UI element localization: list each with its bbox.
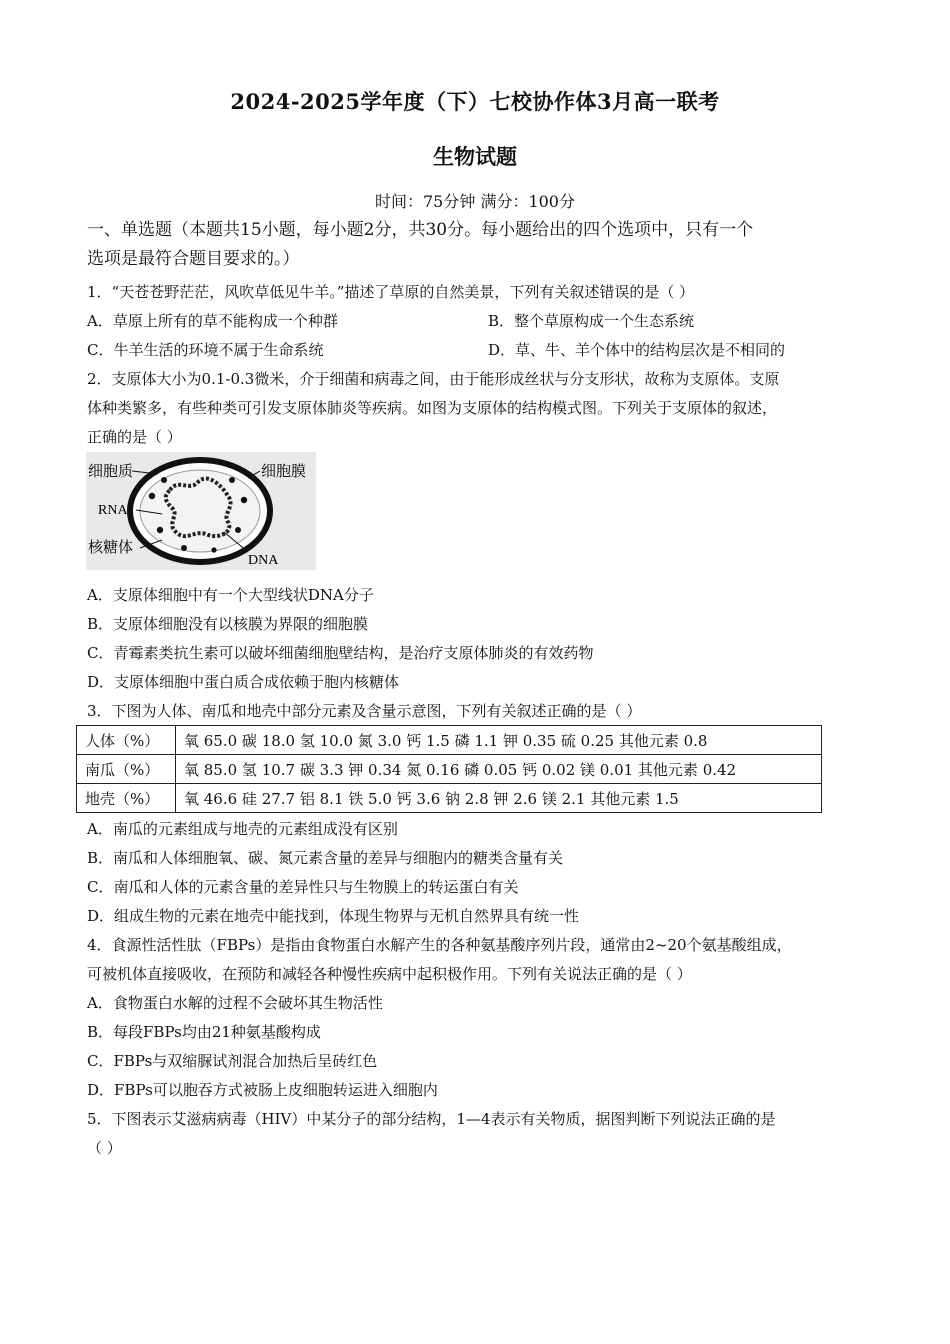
table-row (77, 726, 822, 755)
table-row (77, 755, 822, 784)
q1-stem: 1．“天苍苍野茫茫，风吹草低见牛羊。”描述了草原的自然美景，下列有关叙述错误的是（ ） (87, 283, 695, 301)
table-row-values: 氧 46.6 硅 27.7 铝 8.1 铁 5.0 钙 3.6 钠 2.8 钾 2.6 镁 2.1 其他元素 1.5 (176, 784, 822, 813)
section-heading-line1: 一、单选题（本题共15小题，每小题2分，共30分。每小题给出的四个选项中，只有一个 (87, 220, 754, 240)
q2-option-a: A．支原体细胞中有一个大型线状DNA分子 (87, 586, 374, 604)
ribosome-dot (161, 477, 167, 483)
q4-stem-line1: 4．食源性活性肽（FBPs）是指由食物蛋白水解产生的各种氨基酸序列片段，通常由2~20个氨基酸组成， (87, 936, 792, 954)
section-heading-line2: 选项是最符合题目要求的。） (87, 249, 300, 269)
q4-stem-line2: 可被机体直接吸收，在预防和减轻各种慢性疾病中起积极作用。下列有关说法正确的是（ ） (87, 965, 692, 983)
q3-option-c: C．南瓜和人体的元素含量的差异性只与生物膜上的转运蛋白有关 (87, 878, 519, 896)
q2-option-c: C．青霉素类抗生素可以破坏细菌细胞壁结构，是治疗支原体肺炎的有效药物 (87, 644, 594, 662)
mycoplasma-diagram (86, 452, 316, 570)
q3-option-b: B．南瓜和人体细胞氧、碳、氮元素含量的差异与细胞内的糖类含量有关 (87, 849, 564, 867)
q2-stem-line2: 体种类繁多，有些种类可引发支原体肺炎等疾病。如图为支原体的结构模式图。下列关于支原体的叙述， (87, 399, 778, 417)
q2-option-b: B．支原体细胞没有以核膜为界限的细胞膜 (87, 615, 369, 633)
table-row-values: 氧 85.0 氢 10.7 碳 3.3 钾 0.34 氮 0.16 磷 0.05 钙 0.02 镁 0.01 其他元素 0.42 (176, 755, 822, 784)
table-row-values: 氧 65.0 碳 18.0 氢 10.0 氮 3.0 钙 1.5 磷 1.1 钾 0.35 硫 0.25 其他元素 0.8 (176, 726, 822, 755)
label-rna: RNA (98, 503, 128, 518)
q3-stem: 3．下图为人体、南瓜和地壳中部分元素及含量示意图，下列有关叙述正确的是（ ） (87, 702, 642, 720)
q1-option-c: C．牛羊生活的环境不属于生命系统 (87, 341, 324, 359)
label-cytoplasm: 细胞质 (88, 462, 134, 480)
ribosome-dot (157, 527, 163, 533)
q4-option-c: C．FBPs与双缩脲试剂混合加热后呈砖红色 (87, 1052, 378, 1070)
element-content-table (76, 725, 822, 813)
q3-option-d: D．组成生物的元素在地壳中能找到，体现生物界与无机自然界具有统一性 (87, 907, 580, 925)
label-dna: DNA (248, 553, 279, 568)
table-row-label: 人体（%） (77, 726, 176, 755)
ribosome-dot (229, 477, 235, 483)
table-row-label: 南瓜（%） (77, 755, 176, 784)
mycoplasma-structure-figure (86, 452, 316, 570)
table-row-label: 地壳（%） (77, 784, 176, 813)
q2-stem-line3: 正确的是（ ） (87, 428, 182, 446)
exam-time-info: 时间：75分钟 满分：100分 (375, 192, 575, 211)
label-ribosome: 核糖体 (88, 538, 134, 556)
q4-option-b: B．每段FBPs均由21种氨基酸构成 (87, 1023, 321, 1041)
exam-subject: 生物试题 (433, 144, 517, 169)
q2-stem-line1: 2．支原体大小为0.1-0.3微米，介于细菌和病毒之间，由于能形成丝状与分支形状，故称为支原体。支原 (87, 370, 780, 388)
ribosome-dot (149, 493, 155, 499)
ribosome-dot (181, 545, 187, 551)
section-heading (87, 216, 867, 274)
ribosome-dot (211, 547, 216, 552)
q3-option-a: A．南瓜的元素组成与地壳的元素组成没有区别 (87, 820, 398, 838)
ribosome-dot (235, 527, 241, 533)
q2-option-d: D．支原体细胞中蛋白质合成依赖于胞内核糖体 (87, 673, 400, 691)
q4-option-a: A．食物蛋白水解的过程不会破坏其生物活性 (87, 994, 383, 1012)
q1-option-d: D．草、牛、羊个体中的结构层次是不相同的 (488, 341, 786, 359)
q1-option-a: A．草原上所有的草不能构成一个种群 (87, 312, 338, 330)
label-membrane: 细胞膜 (261, 462, 307, 480)
q5-stem-line2: （ ） (87, 1139, 122, 1157)
q4-option-d: D．FBPs可以胞吞方式被肠上皮细胞转运进入细胞内 (87, 1081, 438, 1099)
exam-title: 2024-2025学年度（下）七校协作体3月高一联考 (230, 89, 720, 114)
q5-stem-line1: 5．下图表示艾滋病病毒（HIV）中某分子的部分结构，1—4表示有关物质，据图判断下列说法正确的是 (87, 1110, 776, 1128)
ribosome-dot (241, 497, 247, 503)
table-row (77, 784, 822, 813)
q1-option-b: B．整个草原构成一个生态系统 (488, 312, 695, 330)
